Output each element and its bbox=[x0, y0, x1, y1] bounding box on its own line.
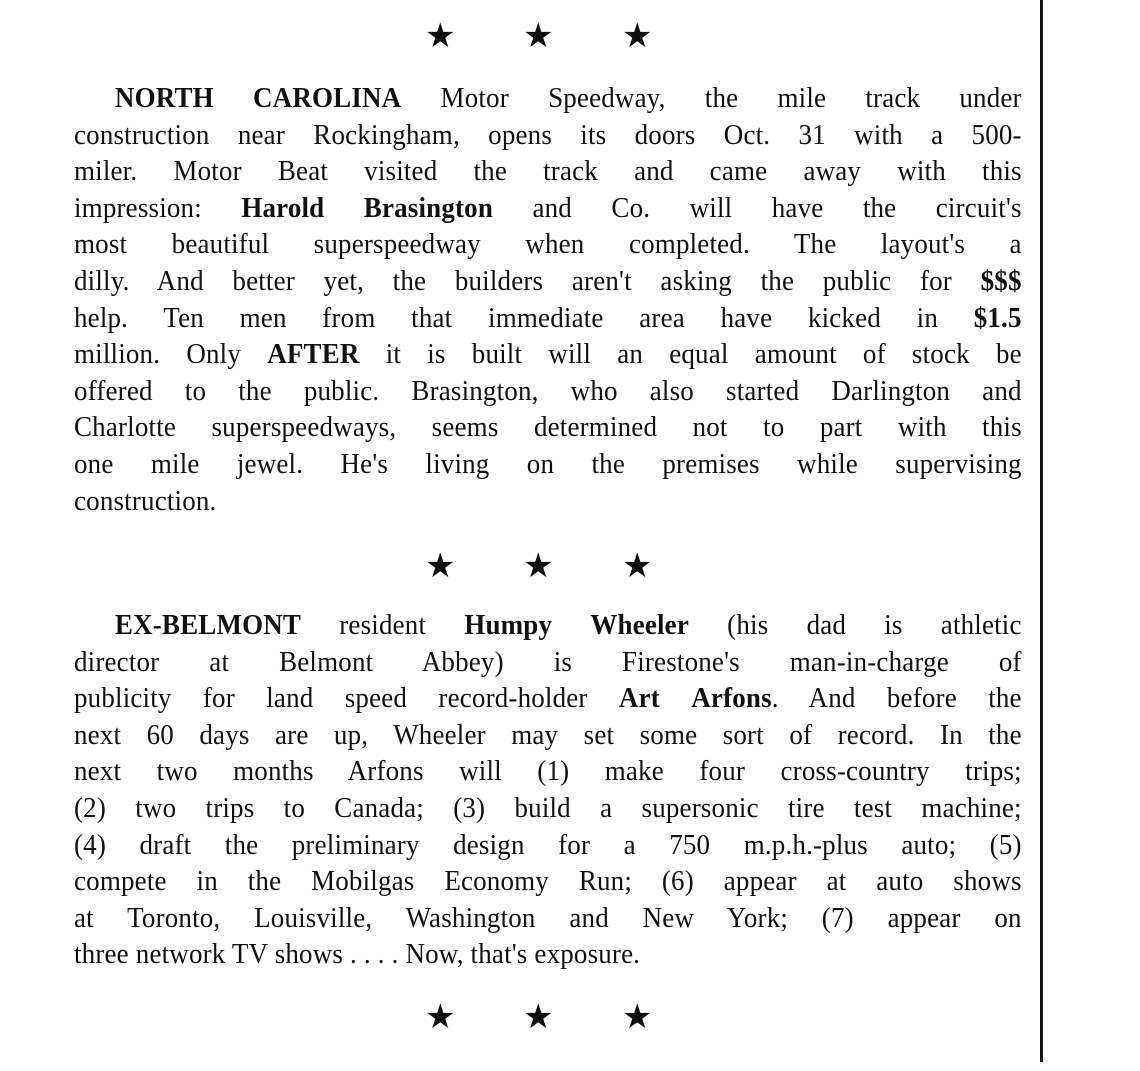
text-run: next bbox=[74, 755, 122, 788]
text-run: the bbox=[392, 264, 427, 297]
text-run: supervising bbox=[895, 447, 1022, 480]
text-run: 60 bbox=[146, 718, 174, 751]
text-run: at bbox=[209, 645, 230, 678]
text-run: with bbox=[854, 118, 903, 151]
text-run: m.p.h.-plus bbox=[743, 828, 868, 861]
text-run: that's bbox=[470, 938, 528, 971]
text-run: builders bbox=[454, 264, 544, 297]
text-run: make bbox=[604, 755, 664, 788]
text-line bbox=[74, 190, 1022, 227]
text-line bbox=[74, 900, 1022, 937]
bold-text: Humpy bbox=[464, 609, 553, 641]
text-run: and bbox=[569, 901, 609, 934]
text-run: Brasington, bbox=[411, 374, 539, 407]
text-run: are bbox=[275, 718, 309, 751]
text-run: Oct. bbox=[723, 118, 771, 151]
text-run: York; bbox=[726, 901, 789, 934]
text-run: Canada; bbox=[334, 791, 424, 824]
text-run: not bbox=[692, 411, 728, 444]
text-line bbox=[74, 717, 1022, 754]
text-run: design bbox=[453, 828, 525, 861]
star-separator-middle bbox=[0, 548, 1140, 592]
text-run: Darlington bbox=[831, 374, 951, 407]
text-run: for bbox=[558, 828, 591, 861]
text-line bbox=[74, 644, 1022, 681]
text-run: will bbox=[459, 755, 502, 788]
text-run: for bbox=[919, 264, 952, 297]
text-run: track bbox=[543, 155, 598, 188]
text-run: Arfons bbox=[347, 755, 424, 788]
star-icon: ★ bbox=[425, 548, 456, 585]
text-run: Motor bbox=[173, 155, 242, 188]
text-line bbox=[74, 790, 1022, 827]
text-run: of bbox=[862, 338, 886, 371]
text-run: will bbox=[689, 191, 733, 224]
text-run: exposure. bbox=[534, 938, 641, 971]
bold-text: Wheeler bbox=[590, 609, 690, 641]
text-run: He's bbox=[340, 447, 389, 480]
text-run: have bbox=[720, 301, 773, 334]
text-run: the bbox=[591, 447, 626, 480]
text-run: Now, bbox=[405, 938, 464, 971]
text-run: some bbox=[639, 718, 698, 751]
text-line bbox=[74, 753, 1022, 790]
text-run: (7) bbox=[821, 901, 854, 934]
text-run: trips; bbox=[965, 755, 1022, 788]
text-run: is bbox=[884, 609, 903, 641]
text-run: Washington bbox=[405, 901, 536, 934]
text-run: a bbox=[600, 791, 613, 824]
text-run: help. bbox=[74, 301, 129, 334]
text-run: when bbox=[525, 228, 585, 261]
text-run: in bbox=[916, 301, 938, 334]
bold-text: NORTH bbox=[114, 82, 214, 114]
text-run: track bbox=[865, 82, 921, 114]
star-icon: ★ bbox=[622, 999, 653, 1036]
text-run: most bbox=[74, 228, 128, 261]
text-run: two bbox=[156, 755, 198, 788]
text-run: auto; bbox=[901, 828, 957, 861]
text-run: . bbox=[363, 938, 371, 971]
text-run: an bbox=[617, 338, 644, 371]
text-run: speed bbox=[344, 682, 408, 715]
bold-text: AFTER bbox=[267, 338, 360, 371]
text-run: man-in-charge bbox=[789, 645, 949, 678]
text-run: yet, bbox=[323, 264, 365, 297]
text-run: immediate bbox=[488, 301, 604, 334]
text-run: started bbox=[726, 374, 800, 407]
text-line bbox=[74, 373, 1022, 410]
text-run: (4) bbox=[74, 828, 107, 861]
bold-text: Brasington bbox=[363, 191, 494, 224]
text-run: record-holder bbox=[438, 682, 588, 715]
text-run: TV bbox=[231, 938, 268, 971]
text-run: will bbox=[548, 338, 592, 371]
text-run: also bbox=[649, 374, 694, 407]
text-run: mile bbox=[150, 447, 200, 480]
text-run: to bbox=[184, 374, 207, 407]
star-icon: ★ bbox=[425, 999, 456, 1036]
text-run: (6) bbox=[661, 865, 694, 898]
text-run: resident bbox=[339, 609, 427, 641]
text-run: (5) bbox=[989, 828, 1022, 861]
text-run: Belmont bbox=[279, 645, 374, 678]
text-run: the bbox=[473, 155, 508, 188]
text-run: superspeedway bbox=[313, 228, 481, 261]
text-run: (3) bbox=[453, 791, 486, 824]
text-run: at bbox=[74, 901, 94, 934]
text-run: the bbox=[862, 191, 897, 224]
text-run: men bbox=[239, 301, 287, 334]
text-run: Wheeler bbox=[393, 718, 486, 751]
star-icon: ★ bbox=[622, 548, 653, 585]
text-run: appear bbox=[723, 865, 797, 898]
text-run: jewel. bbox=[236, 447, 304, 480]
bold-text: CAROLINA bbox=[252, 82, 402, 114]
text-run: offered bbox=[74, 374, 153, 407]
text-run: Beat bbox=[277, 155, 329, 188]
text-run: before bbox=[886, 682, 957, 715]
text-run: record. bbox=[837, 718, 915, 751]
text-run: public. bbox=[303, 374, 380, 407]
text-run: to bbox=[763, 411, 785, 444]
text-run: this bbox=[982, 155, 1022, 188]
text-run: superspeedways, bbox=[211, 411, 397, 444]
star-icon: ★ bbox=[523, 18, 554, 55]
text-run: a bbox=[931, 118, 944, 151]
text-run: athletic bbox=[940, 609, 1022, 641]
text-run: have bbox=[771, 191, 824, 224]
text-run: at bbox=[826, 865, 847, 898]
text-run: . bbox=[771, 682, 779, 715]
text-run: premises bbox=[662, 447, 760, 480]
star-icon: ★ bbox=[523, 999, 554, 1036]
text-run: Economy bbox=[444, 865, 549, 898]
text-run: on bbox=[526, 447, 555, 480]
column-rule bbox=[1040, 0, 1043, 1062]
text-run: 750 bbox=[669, 828, 711, 861]
text-run: million. bbox=[74, 338, 161, 371]
text-run: visited bbox=[364, 155, 438, 188]
text-run: four bbox=[699, 755, 746, 788]
text-run: may bbox=[511, 718, 559, 751]
text-run: and bbox=[982, 374, 1022, 407]
text-run: Rockingham, bbox=[313, 118, 460, 151]
text-run: with bbox=[897, 411, 947, 444]
news-item-ex-belmont bbox=[74, 607, 1022, 973]
text-run: test bbox=[853, 791, 893, 824]
text-run: land bbox=[266, 682, 314, 715]
text-run: from bbox=[322, 301, 376, 334]
text-run: . bbox=[377, 938, 385, 971]
text-run: a bbox=[623, 828, 636, 861]
text-run: layout's bbox=[880, 228, 966, 261]
text-line bbox=[74, 607, 1022, 644]
text-run: Motor bbox=[440, 82, 509, 114]
text-run: appear bbox=[887, 901, 961, 934]
text-run: near bbox=[237, 118, 285, 151]
text-run: dad bbox=[806, 609, 847, 641]
text-run: kicked bbox=[807, 301, 881, 334]
text-run: two bbox=[135, 791, 177, 824]
text-run: amount bbox=[754, 338, 837, 371]
text-run: 500- bbox=[971, 118, 1022, 151]
text-line bbox=[74, 263, 1022, 300]
text-run: trips bbox=[205, 791, 255, 824]
text-run: build bbox=[514, 791, 571, 824]
text-line bbox=[74, 446, 1022, 483]
text-run: construction bbox=[74, 118, 210, 151]
text-run: Firestone's bbox=[622, 645, 740, 678]
text-run: up, bbox=[333, 718, 369, 751]
bold-text: EX-BELMONT bbox=[114, 609, 302, 641]
star-separator-bottom bbox=[0, 999, 1140, 1043]
text-run: of bbox=[789, 718, 813, 751]
news-item-north-carolina bbox=[74, 80, 1022, 519]
text-run: shows bbox=[274, 938, 344, 971]
text-run: auto bbox=[876, 865, 924, 898]
text-run: that bbox=[411, 301, 453, 334]
text-run: beautiful bbox=[171, 228, 270, 261]
bold-text: Art bbox=[618, 682, 660, 715]
text-run: area bbox=[639, 301, 685, 334]
text-run: public bbox=[822, 264, 892, 297]
text-run: publicity bbox=[74, 682, 172, 715]
text-line bbox=[74, 483, 1022, 520]
text-run: mile bbox=[777, 82, 827, 114]
bold-text: $1.5 bbox=[973, 301, 1022, 334]
text-run: Toronto, bbox=[127, 901, 221, 934]
text-run: And bbox=[808, 682, 856, 715]
text-run: the bbox=[238, 374, 272, 407]
text-line bbox=[74, 117, 1022, 154]
text-run: the bbox=[247, 865, 282, 898]
star-icon: ★ bbox=[622, 18, 653, 55]
text-line bbox=[74, 936, 1022, 973]
text-run: shows bbox=[953, 865, 1022, 898]
text-run: circuit's bbox=[935, 191, 1022, 224]
text-line bbox=[74, 827, 1022, 864]
text-run: Only bbox=[186, 338, 242, 371]
star-icon: ★ bbox=[523, 548, 554, 585]
text-run: Speedway, bbox=[548, 82, 666, 114]
text-run: seems bbox=[431, 411, 499, 444]
text-run: Mobilgas bbox=[311, 865, 415, 898]
text-run: a bbox=[1009, 228, 1022, 261]
text-run: Run; bbox=[578, 865, 633, 898]
text-run: In bbox=[939, 718, 963, 751]
text-run: . bbox=[349, 938, 357, 971]
text-run: tire bbox=[787, 791, 825, 824]
text-run: part bbox=[819, 411, 863, 444]
text-line bbox=[74, 680, 1022, 717]
text-run: opens bbox=[488, 118, 553, 151]
text-run: stock bbox=[911, 338, 970, 371]
text-run: on bbox=[994, 901, 1022, 934]
text-run: with bbox=[897, 155, 946, 188]
bold-text: Harold bbox=[241, 191, 325, 224]
text-run: the bbox=[988, 682, 1022, 715]
text-line bbox=[74, 153, 1022, 190]
bold-text: $$$ bbox=[980, 264, 1022, 297]
text-run: And bbox=[156, 264, 204, 297]
text-run: next bbox=[74, 718, 122, 751]
text-line bbox=[74, 300, 1022, 337]
text-run: it bbox=[385, 338, 402, 371]
text-run: months bbox=[233, 755, 314, 788]
text-run: who bbox=[570, 374, 618, 407]
text-run: equal bbox=[669, 338, 729, 371]
text-run: days bbox=[199, 718, 250, 751]
text-run: in bbox=[196, 865, 218, 898]
text-run: aren't bbox=[571, 264, 632, 297]
text-run: and bbox=[532, 191, 572, 224]
text-run: be bbox=[995, 338, 1022, 371]
text-line bbox=[74, 409, 1022, 446]
text-run: preliminary bbox=[291, 828, 420, 861]
text-run: Abbey) bbox=[421, 645, 504, 678]
text-line bbox=[74, 80, 1022, 117]
text-run: is bbox=[427, 338, 446, 371]
text-run: for bbox=[202, 682, 235, 715]
text-run: while bbox=[797, 447, 858, 480]
text-run: supersonic bbox=[641, 791, 759, 824]
text-run: the bbox=[760, 264, 795, 297]
text-run: New bbox=[642, 901, 695, 934]
text-run: cross-country bbox=[780, 755, 930, 788]
text-run: completed. bbox=[628, 228, 750, 261]
text-run: three bbox=[74, 938, 129, 971]
text-run: 31 bbox=[798, 118, 826, 151]
text-run: network bbox=[135, 938, 226, 971]
text-line bbox=[74, 336, 1022, 373]
text-run: of bbox=[998, 645, 1022, 678]
text-run: doors bbox=[634, 118, 696, 151]
text-run: the bbox=[704, 82, 739, 114]
text-run: compete bbox=[74, 865, 167, 898]
text-run: Louisville, bbox=[254, 901, 373, 934]
text-run: to bbox=[283, 791, 306, 824]
text-run: is bbox=[553, 645, 573, 678]
text-run: (1) bbox=[537, 755, 570, 788]
star-icon: ★ bbox=[425, 18, 456, 55]
text-run: construction. bbox=[74, 484, 217, 517]
text-run: built bbox=[471, 338, 523, 371]
text-run: determined bbox=[533, 411, 658, 444]
star-separator-top bbox=[0, 18, 1140, 62]
text-run: away bbox=[803, 155, 862, 188]
text-run: Charlotte bbox=[74, 411, 177, 444]
text-run: and bbox=[634, 155, 674, 188]
text-run: impression: bbox=[74, 191, 202, 224]
text-line bbox=[74, 226, 1022, 263]
bold-text: Arfons bbox=[691, 682, 772, 715]
text-run: (2) bbox=[74, 791, 107, 824]
text-run: the bbox=[224, 828, 259, 861]
text-run: (his bbox=[727, 609, 769, 641]
text-run: the bbox=[988, 718, 1022, 751]
text-run: miler. bbox=[74, 155, 138, 188]
text-run: dilly. bbox=[74, 264, 130, 297]
text-run: came bbox=[709, 155, 768, 188]
text-run: living bbox=[425, 447, 490, 480]
text-run: under bbox=[959, 82, 1022, 114]
text-run: The bbox=[793, 228, 837, 261]
text-run: asking bbox=[660, 264, 732, 297]
text-run: . bbox=[391, 938, 399, 971]
text-run: this bbox=[982, 411, 1022, 444]
text-run: its bbox=[580, 118, 607, 151]
text-run: better bbox=[232, 264, 295, 297]
text-run: Co. bbox=[611, 191, 651, 224]
text-run: set bbox=[583, 718, 615, 751]
text-line bbox=[74, 863, 1022, 900]
text-run: Ten bbox=[163, 301, 204, 334]
text-run: sort bbox=[722, 718, 764, 751]
text-run: draft bbox=[139, 828, 192, 861]
text-run: director bbox=[74, 645, 160, 678]
text-run: one bbox=[74, 447, 114, 480]
text-run: machine; bbox=[921, 791, 1022, 824]
